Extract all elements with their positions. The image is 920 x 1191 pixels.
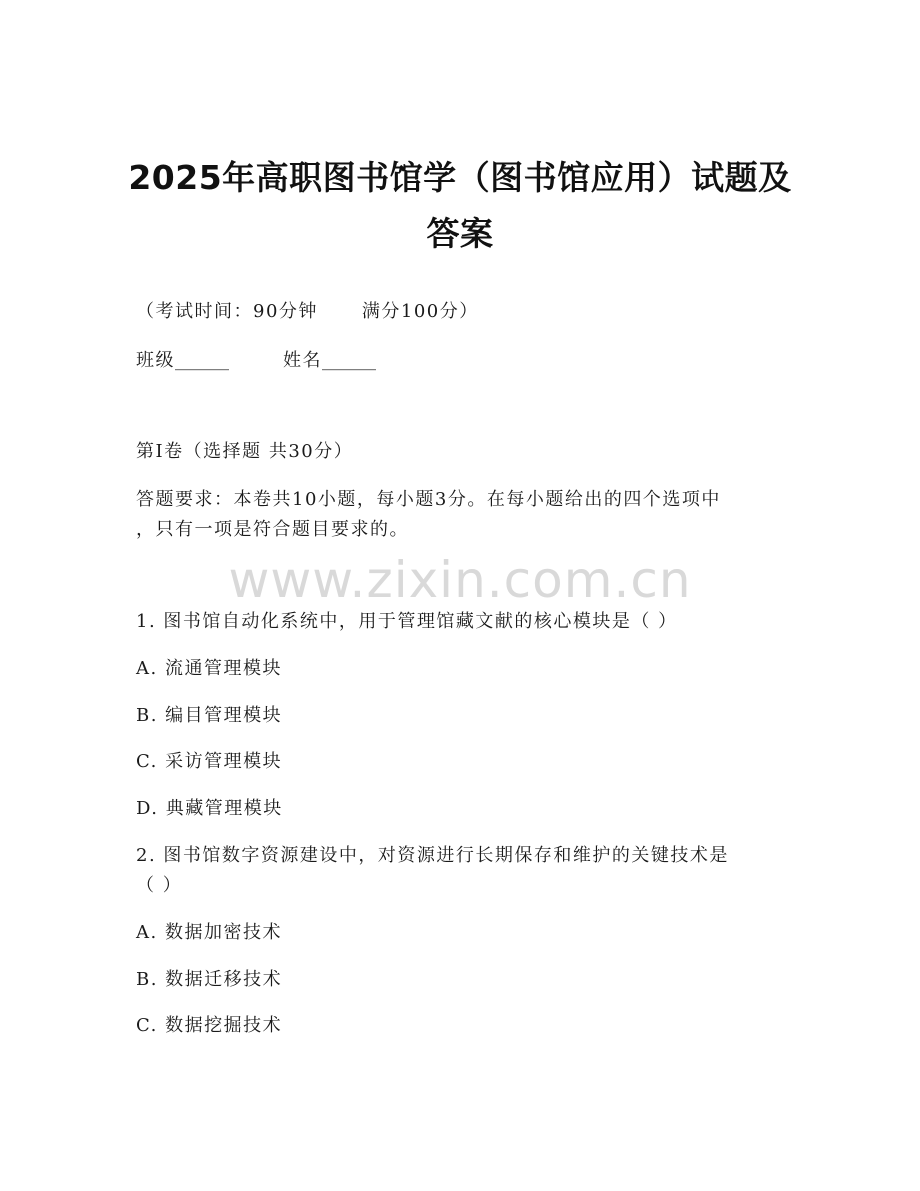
question-1-option-c: C. 采访管理模块 <box>136 751 283 772</box>
question-2-stem-line-1: 2. 图书馆数字资源建设中，对资源进行长期保存和维护的关键技术是 <box>136 845 729 866</box>
instructions-line-2: ，只有一项是符合题目要求的。 <box>136 519 409 540</box>
question-1-option-b: B. 编目管理模块 <box>136 705 283 726</box>
class-label: 班级 <box>136 350 175 371</box>
question-2-option-b: B. 数据迁移技术 <box>136 969 283 990</box>
watermark: www.zixin.com.cn <box>228 551 692 609</box>
exam-score: 满分100分） <box>361 301 479 322</box>
question-1-option-d: D. 典藏管理模块 <box>136 798 283 819</box>
title-line-2: 答案 <box>426 214 494 253</box>
exam-info <box>136 298 479 326</box>
name-label: 姓名 <box>283 350 322 371</box>
name-blank: ______ <box>322 350 376 371</box>
question-2-option-c: C. 数据挖掘技术 <box>136 1015 283 1036</box>
question-2-option-a: A. 数据加密技术 <box>136 922 282 943</box>
title-line-1: 2025年高职图书馆学（图书馆应用）试题及 <box>128 158 792 197</box>
question-1-stem: 1. 图书馆自动化系统中，用于管理馆藏文献的核心模块是（ ） <box>136 611 678 632</box>
class-blank: ______ <box>175 350 229 371</box>
exam-time: （考试时间：90分钟 <box>136 301 318 322</box>
document-title <box>100 150 820 262</box>
section-heading: 第Ⅰ卷（选择题 共30分） <box>136 441 354 462</box>
student-fields <box>136 347 376 375</box>
instructions-line-1: 答题要求：本卷共10小题，每小题3分。在每小题给出的四个选项中 <box>136 489 721 510</box>
question-1-option-a: A. 流通管理模块 <box>136 658 282 679</box>
question-2-stem-line-2: （ ） <box>136 875 183 896</box>
